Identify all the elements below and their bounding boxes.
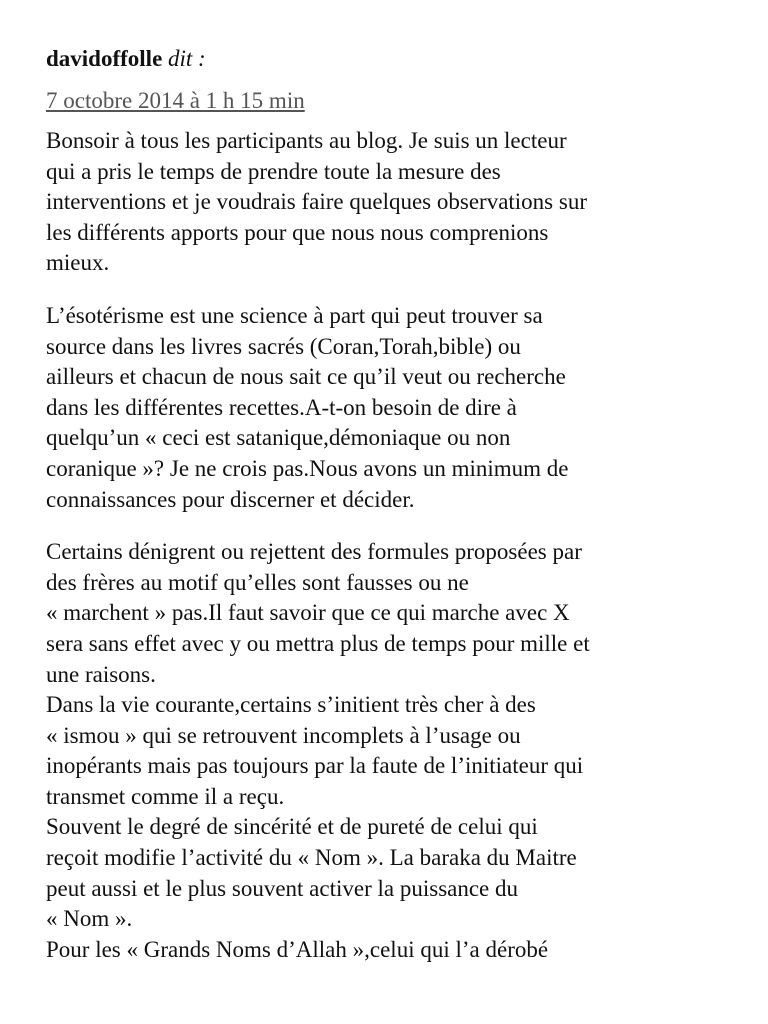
comment-says-label: dit : bbox=[168, 46, 206, 71]
text-line: ailleurs et chacun de nous sait ce qu’il veut ou recherche bbox=[46, 364, 566, 390]
comment-body bbox=[46, 126, 728, 965]
text-line: « marchent » pas.Il faut savoir que ce qui marche avec X bbox=[46, 600, 570, 626]
text-line: transmet comme il a reçu. bbox=[46, 783, 285, 809]
text-line: Certains dénigrent ou rejettent des formules proposées par bbox=[46, 539, 582, 565]
comment-meta bbox=[46, 44, 728, 74]
text-line: Pour les « Grands Noms d’Allah »,celui qui l’a dérobé bbox=[46, 936, 549, 962]
text-line: « Nom ». bbox=[46, 906, 133, 932]
text-line: reçoit modifie l’activité du « Nom ». La baraka du Maitre bbox=[46, 845, 577, 871]
comment-author: davidoffolle bbox=[46, 46, 163, 71]
comment-paragraph-1 bbox=[46, 126, 728, 279]
text-line: Bonsoir à tous les participants au blog. Je suis un lecteur bbox=[46, 128, 567, 153]
text-line: des frères au motif qu’elles sont fausses ou ne bbox=[46, 569, 469, 595]
text-line: coranique »? Je ne crois pas.Nous avons un minimum de bbox=[46, 455, 569, 481]
text-line: une raisons. bbox=[46, 661, 156, 687]
text-line: quelqu’un « ceci est satanique,démoniaque ou non bbox=[46, 425, 511, 451]
text-line: peut aussi et le plus souvent activer la puissance du bbox=[46, 875, 519, 901]
comment-paragraph-2 bbox=[46, 301, 728, 515]
text-line: dans les différentes recettes.A-t-on besoin de dire à bbox=[46, 394, 517, 420]
comment-paragraph-3 bbox=[46, 537, 728, 965]
text-line: interventions et je voudrais faire quelques observations sur bbox=[46, 189, 587, 215]
text-line: Souvent le degré de sincérité et de pureté de celui qui bbox=[46, 814, 538, 840]
text-line: qui a pris le temps de prendre toute la mesure des bbox=[46, 158, 501, 184]
text-line: L’ésotérisme est une science à part qui peut trouver sa bbox=[46, 302, 543, 328]
comment-date-line bbox=[46, 86, 728, 116]
text-line: Dans la vie courante,certains s’initient très cher à des bbox=[46, 692, 536, 718]
text-line: sera sans effet avec y ou mettra plus de temps pour mille et bbox=[46, 630, 590, 656]
text-line: source dans les livres sacrés (Coran,Torah,bible) ou bbox=[46, 333, 521, 359]
text-line: les différents apports pour que nous nous comprenions bbox=[46, 219, 549, 245]
comment-date-link[interactable]: 7 octobre 2014 à 1 h 15 min bbox=[46, 88, 305, 113]
text-line: mieux. bbox=[46, 250, 110, 276]
text-line: inopérants mais pas toujours par la faute de l’initiateur qui bbox=[46, 753, 584, 779]
text-line: « ismou » qui se retrouvent incomplets à l’usage ou bbox=[46, 722, 521, 748]
text-line: connaissances pour discerner et décider. bbox=[46, 486, 415, 512]
